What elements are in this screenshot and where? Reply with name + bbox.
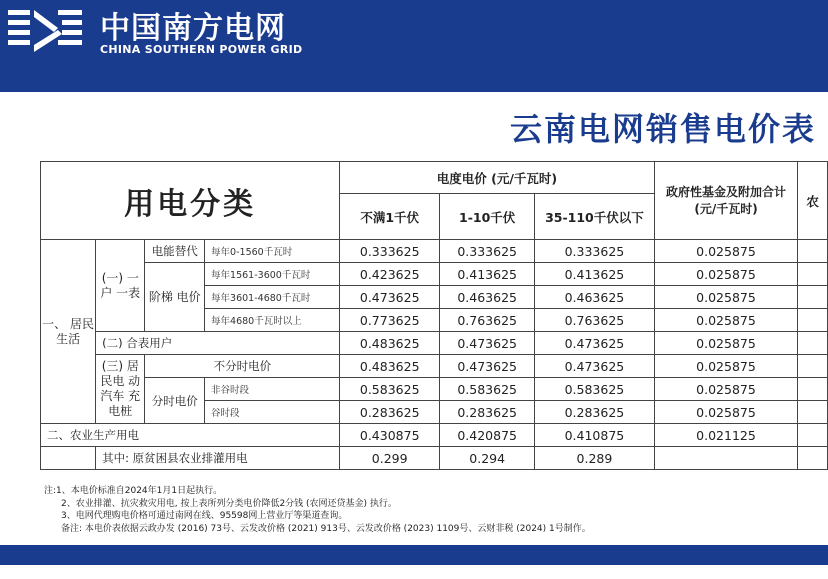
fund-header: 政府性基金及附加合计 (元/千瓦时) (654, 162, 798, 240)
price-cell: 0.283625 (340, 401, 440, 424)
table-row (41, 447, 828, 470)
price-cell: 0.423625 (340, 263, 440, 286)
price-cell: 0.473625 (340, 286, 440, 309)
tier-sub-label: 每年3601-4680千瓦时 (205, 286, 340, 309)
note-line: 备注: 本电价表依据云政办发 (2016) 73号、云发改价格 (2021) 913号、云发改价格 (2023) 1109号、云财非税 (2024) 1号制作。 (61, 523, 591, 534)
price-cell: 0.583625 (535, 378, 654, 401)
price-cell: 0.473625 (440, 355, 535, 378)
price-cell: 0.294 (440, 447, 535, 470)
price-cell: 0.283625 (535, 401, 654, 424)
cut-cell (798, 263, 828, 286)
notes (44, 485, 591, 535)
tier-sub-label: 每年0-1560千瓦时 (205, 240, 340, 263)
footer-bar (0, 545, 828, 565)
ev-label: (三) 居民电 动汽车 充电桩 (96, 355, 145, 424)
cut-cell (798, 355, 828, 378)
cut-cell (798, 286, 828, 309)
price-cell: 0.299 (340, 447, 440, 470)
ev-flat-label: 不分时电价 (145, 355, 340, 378)
table-row (41, 263, 828, 286)
fund-cell: 0.025875 (654, 401, 798, 424)
price-cell: 0.410875 (535, 424, 654, 447)
cut-cell (798, 447, 828, 470)
agri-label: 二、农业生产用电 (41, 424, 340, 447)
price-cell: 0.583625 (440, 378, 535, 401)
price-table (40, 161, 828, 470)
price-cell: 0.463625 (440, 286, 535, 309)
category-header: 用电分类 (41, 162, 340, 240)
note-line: 注:1、本电价标准自2024年1月1日起执行。 (44, 486, 223, 496)
fund-cell (654, 447, 798, 470)
price-cell: 0.333625 (535, 240, 654, 263)
voltage-header: 35-110千伏以下 (535, 194, 654, 240)
resident-label: 一、 居民 生活 (41, 240, 96, 424)
price-cell: 0.413625 (535, 263, 654, 286)
cut-cell (798, 309, 828, 332)
tier-label: 阶梯 电价 (145, 263, 205, 332)
price-cell: 0.463625 (535, 286, 654, 309)
agri-sub-label: 其中: 原贫困县农业排灌用电 (96, 447, 340, 470)
substitution-label: 电能替代 (145, 240, 205, 263)
price-cell: 0.473625 (440, 332, 535, 355)
price-cell: 0.289 (535, 447, 654, 470)
brand-name-cn: 中国南方电网 (100, 11, 286, 46)
table-row (41, 424, 828, 447)
fund-cell: 0.025875 (654, 286, 798, 309)
price-cell: 0.333625 (440, 240, 535, 263)
price-header: 电度电价 (元/千瓦时) (340, 162, 654, 194)
price-cell: 0.473625 (535, 332, 654, 355)
table-row (41, 240, 828, 263)
cut-cell (798, 424, 828, 447)
ev-tou-label: 分时电价 (145, 378, 205, 424)
fund-cell: 0.025875 (654, 240, 798, 263)
brand-name-en: CHINA SOUTHERN POWER GRID (100, 43, 303, 56)
cut-cell (798, 401, 828, 424)
price-cell: 0.483625 (340, 332, 440, 355)
price-cell: 0.773625 (340, 309, 440, 332)
table-row (41, 332, 828, 355)
tier-sub-label: 每年1561-3600千瓦时 (205, 263, 340, 286)
single-meter-label: (一) 一户 一表 (96, 240, 145, 332)
cut-cell (798, 240, 828, 263)
page-title: 云南电网销售电价表 (510, 110, 817, 148)
price-cell: 0.430875 (340, 424, 440, 447)
combined-label: (二) 合表用户 (96, 332, 340, 355)
cut-cell (798, 332, 828, 355)
price-cell: 0.583625 (340, 378, 440, 401)
voltage-header: 1-10千伏 (440, 194, 535, 240)
cut-cell (798, 378, 828, 401)
price-cell: 0.420875 (440, 424, 535, 447)
price-cell: 0.473625 (535, 355, 654, 378)
voltage-header: 不满1千伏 (340, 194, 440, 240)
note-line: 2、农业排灌、抗灾救灾用电, 按上表所列分类电价降低2分钱 (农网还贷基金) 执行。 (61, 498, 397, 509)
price-cell: 0.283625 (440, 401, 535, 424)
header-bar (0, 0, 828, 92)
fund-cell: 0.025875 (654, 355, 798, 378)
fund-cell: 0.025875 (654, 263, 798, 286)
fund-cell: 0.025875 (654, 378, 798, 401)
price-cell: 0.483625 (340, 355, 440, 378)
tou-sub-label: 非谷时段 (205, 378, 340, 401)
price-cell: 0.763625 (440, 309, 535, 332)
table-row (41, 355, 828, 378)
cut-header: 农 (798, 162, 828, 240)
tou-sub-label: 谷时段 (205, 401, 340, 424)
fund-cell: 0.025875 (654, 309, 798, 332)
note-line: 3、电网代理购电价格可通过南网在线、95598网上营业厅等渠道查询。 (61, 511, 348, 521)
blank-cell (41, 447, 96, 470)
csg-logo-icon (8, 6, 84, 56)
price-cell: 0.413625 (440, 263, 535, 286)
tier-sub-label: 每年4680千瓦时以上 (205, 309, 340, 332)
price-cell: 0.333625 (340, 240, 440, 263)
table-row (41, 378, 828, 401)
fund-cell: 0.021125 (654, 424, 798, 447)
fund-cell: 0.025875 (654, 332, 798, 355)
price-cell: 0.763625 (535, 309, 654, 332)
